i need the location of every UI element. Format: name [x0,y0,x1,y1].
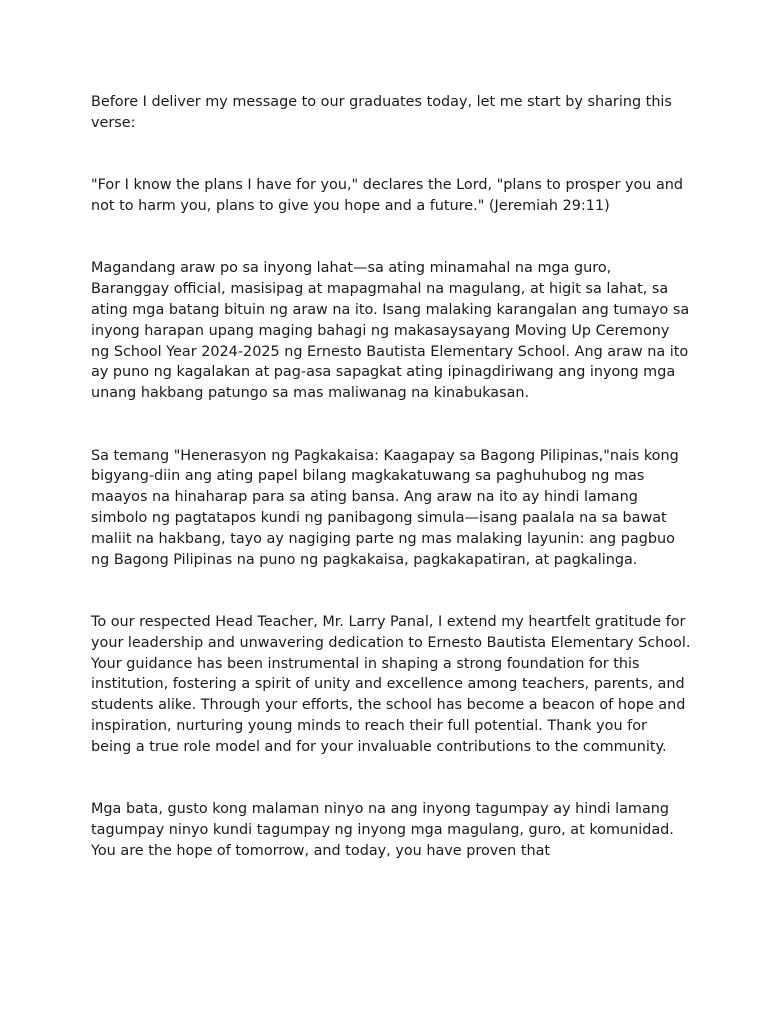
paragraph-intro: Before I deliver my message to our graduates today, let me start by sharing this verse: [91,94,672,131]
paragraph-head-teacher: To our respected Head Teacher, Mr. Larry Panal, I extend my heartfelt gratitude for your leadership and unwavering dedication to Ernesto Bautista Elementary School. Your guidance has been instrumental in shaping a strong foundation for this institution, fostering a spirit of unity and excellence among teachers, parents, and students alike. Through your efforts, the school has become a beacon of hope and inspiration, nurturing young minds to reach their full potential. Thank you for being a true role model and for your invaluable contributions to the community. [91,613,691,755]
paragraph-verse: "For I know the plans I have for you," declares the Lord, "plans to prosper you and not to harm you, plans to give you hope and a future." (Jeremiah 29:11) [91,177,684,214]
paragraph-theme: Sa temang "Henerasyon ng Pagkakaisa: Kaagapay sa Bagong Pilipinas,"nais kong bigyang-diin ang ating papel bilang magkakatuwang sa paghuhubog ng mas maayos na hinaharap para sa ating bansa. Ang araw na ito ay hindi lamang simbolo ng pagtatapos kundi ng panibagong simula—isang paalala na sa bawat maliit na hakbang, tayo ay nagiging parte ng mas malaking layunin: ang pagbuo ng Bagong Pilipinas na puno ng pagkakaisa, pagkakapatiran, at pagkalinga. [91,447,679,568]
document-page [91,92,691,903]
paragraph-greeting: Magandang araw po sa inyong lahat—sa ating minamahal na mga guro, Baranggay official, masisipag at mapagmahal na magulang, at higit sa lahat, sa ating mga batang bituin ng araw na ito. Isang malaking karangalan ang tumayo sa inyong harapan upang maging bahagi ng makasaysayang Moving Up Ceremony ng School Year 2024-2025 ng Ernesto Bautista Elementary School. Ang araw na ito ay puno ng kagalakan at pag-asa sapagkat ating ipinagdiriwang ang inyong mga unang hakbang patungo sa mas maliwanag na kinabukasan. [91,260,690,402]
paragraph-children: Mga bata, gusto kong malaman ninyo na ang inyong tagumpay ay hindi lamang tagumpay ninyo kundi tagumpay ng inyong mga magulang, guro, at komunidad. You are the hope of tomorrow, and today, you have proven that [91,801,674,859]
